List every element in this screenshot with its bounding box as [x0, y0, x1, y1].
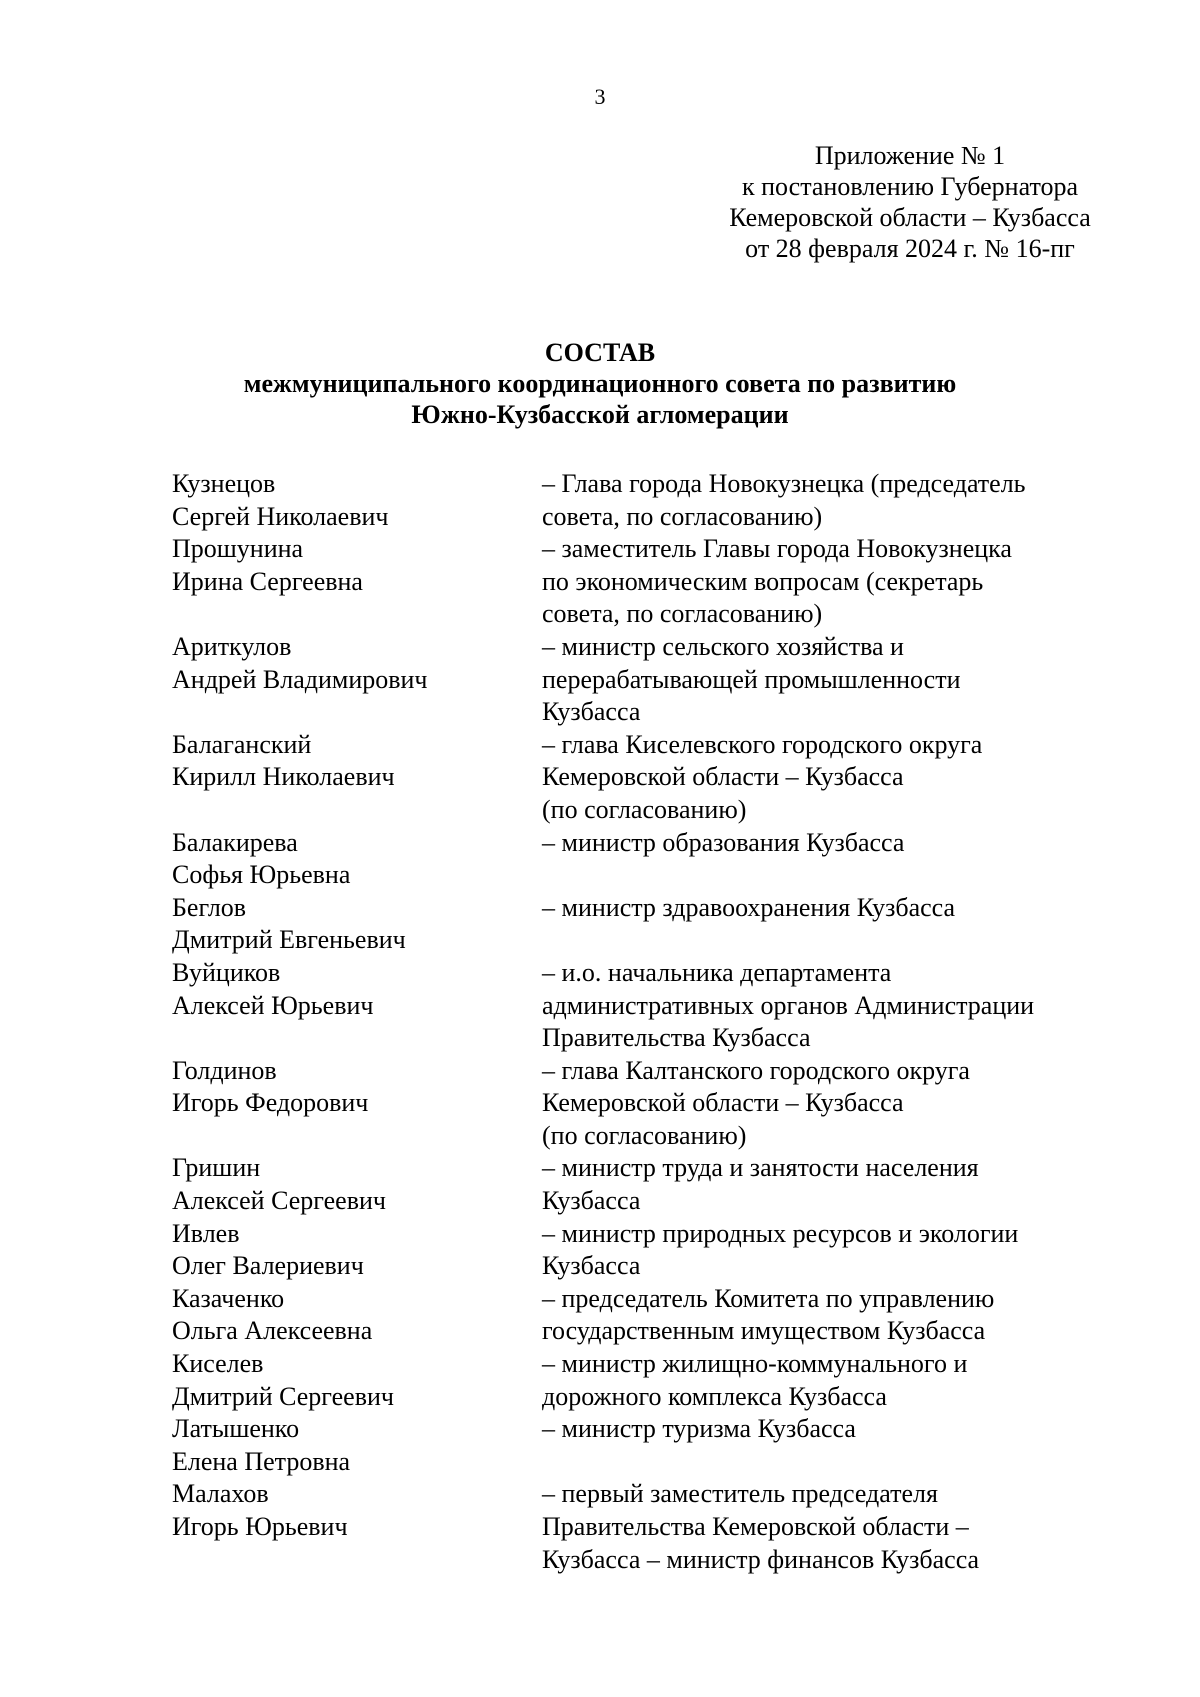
page-number: 3 [594, 84, 606, 109]
appendix-line: Приложение № 1 [814, 141, 1006, 170]
member-position [542, 468, 1092, 533]
appendix-line: к постановлению Губернатора [741, 172, 1079, 201]
member-name [172, 1152, 542, 1217]
appendix-reference [710, 140, 1110, 264]
member-position-line: Кемеровской области – Кузбасса [542, 1088, 904, 1118]
member-position-line: по экономическим вопросам (секретарь [542, 566, 984, 596]
member-position-line: административных органов Администрации [542, 990, 1035, 1020]
member-position-line: совета, по согласованию) [542, 599, 823, 629]
member-row [172, 1478, 1092, 1576]
member-name [172, 827, 542, 892]
member-position-line: – министр туризма Кузбасса [542, 1414, 856, 1444]
member-position-line: Кузбасса – министр финансов Кузбасса [542, 1544, 980, 1574]
member-row [172, 827, 1092, 892]
member-position-line: (по согласованию) [542, 794, 747, 824]
member-position [542, 729, 1092, 827]
member-position-line: – председатель Комитета по управлению [542, 1283, 995, 1313]
member-position-line: – глава Киселевского городского округа [542, 729, 983, 759]
member-row [172, 1152, 1092, 1217]
member-name [172, 957, 542, 1055]
member-given-names: Елена Петровна [172, 1446, 351, 1476]
member-surname: Ивлев [172, 1218, 240, 1248]
member-surname: Балаганский [172, 729, 312, 759]
member-position-line: – министр труда и занятости населения [542, 1153, 979, 1183]
member-surname: Казаченко [172, 1283, 285, 1313]
member-position [542, 1152, 1092, 1217]
member-row [172, 468, 1092, 533]
member-name [172, 1348, 542, 1413]
member-surname: Вуйциков [172, 957, 281, 987]
member-position-line: Кузбасса [542, 1251, 641, 1281]
member-position-line: Кемеровской области – Кузбасса [542, 762, 904, 792]
member-surname: Латышенко [172, 1414, 300, 1444]
document-title [100, 337, 1100, 430]
member-row [172, 533, 1092, 631]
member-name [172, 1218, 542, 1283]
member-row [172, 1055, 1092, 1153]
member-position-line: – глава Калтанского городского округа [542, 1055, 970, 1085]
member-name [172, 533, 542, 631]
member-given-names: Дмитрий Сергеевич [172, 1381, 394, 1411]
member-position [542, 631, 1092, 729]
member-position-line: Правительства Кузбасса [542, 1023, 811, 1053]
member-position-line: (по согласованию) [542, 1120, 747, 1150]
member-surname: Голдинов [172, 1055, 277, 1085]
member-row [172, 1283, 1092, 1348]
member-position-line: – министр здравоохранения Кузбасса [542, 892, 956, 922]
member-position-line: Кузбасса [542, 697, 641, 727]
member-position [542, 892, 1092, 957]
member-row [172, 1413, 1092, 1478]
member-surname: Прошунина [172, 534, 304, 564]
member-row [172, 1348, 1092, 1413]
member-position-line: – первый заместитель председателя [542, 1479, 938, 1509]
member-row [172, 1218, 1092, 1283]
member-row [172, 631, 1092, 729]
member-position [542, 957, 1092, 1055]
member-given-names: Олег Валериевич [172, 1251, 364, 1281]
member-position-line: Правительства Кемеровской области – [542, 1512, 969, 1541]
member-position [542, 1055, 1092, 1153]
member-name [172, 1283, 542, 1348]
member-given-names: Ольга Алексеевна [172, 1316, 373, 1346]
member-position-line: – и.о. начальника департамента [542, 957, 892, 987]
member-name [172, 892, 542, 957]
member-name [172, 1413, 542, 1478]
member-position-line: – министр жилищно-коммунального и [542, 1349, 968, 1379]
member-given-names: Дмитрий Евгеньевич [172, 925, 406, 955]
member-list [172, 468, 1092, 1576]
member-position [542, 1348, 1092, 1413]
member-position-line: – Глава города Новокузнецка (председатель [542, 469, 1026, 498]
member-position-line: – министр природных ресурсов и экологии [542, 1218, 1019, 1248]
member-surname: Гришин [172, 1153, 261, 1183]
member-name [172, 1055, 542, 1153]
title-line: Южно-Кузбасской агломерации [411, 400, 789, 429]
title-line: межмуниципального координационного совета по развитию [243, 369, 957, 398]
member-given-names: Софья Юрьевна [172, 860, 351, 890]
member-position-line: – министр сельского хозяйства и [542, 631, 904, 661]
title-heading: СОСТАВ [544, 338, 656, 367]
member-surname: Беглов [172, 892, 247, 922]
member-given-names: Алексей Сергеевич [172, 1186, 386, 1216]
member-position-line: Кузбасса [542, 1186, 641, 1216]
member-given-names: Андрей Владимирович [172, 664, 428, 694]
member-position-line: перерабатывающей промышленности [542, 664, 961, 694]
member-row [172, 957, 1092, 1055]
member-position [542, 1283, 1092, 1348]
member-given-names: Ирина Сергеевна [172, 566, 363, 596]
appendix-line: Кемеровской области – Кузбасса [729, 203, 1091, 232]
member-surname: Кузнецов [172, 469, 276, 498]
member-surname: Малахов [172, 1479, 269, 1509]
member-surname: Ариткулов [172, 631, 292, 661]
member-given-names: Игорь Юрьевич [172, 1512, 348, 1541]
member-row [172, 892, 1092, 957]
member-name [172, 468, 542, 533]
member-name [172, 631, 542, 729]
member-surname: Киселев [172, 1349, 264, 1379]
appendix-line: от 28 февраля 2024 г. № 16-пг [745, 234, 1075, 263]
member-position [542, 1413, 1092, 1478]
member-name [172, 729, 542, 827]
member-position [542, 533, 1092, 631]
member-given-names: Алексей Юрьевич [172, 990, 374, 1020]
member-position-line: совета, по согласованию) [542, 501, 823, 531]
member-given-names: Игорь Федорович [172, 1088, 369, 1118]
member-position [542, 827, 1092, 892]
member-row [172, 729, 1092, 827]
member-given-names: Сергей Николаевич [172, 501, 389, 531]
member-position [542, 1478, 1092, 1576]
member-surname: Балакирева [172, 827, 298, 857]
member-position-line: дорожного комплекса Кузбасса [542, 1381, 887, 1411]
member-given-names: Кирилл Николаевич [172, 762, 395, 792]
member-position-line: государственным имуществом Кузбасса [542, 1316, 986, 1346]
member-name [172, 1478, 542, 1576]
member-position-line: – министр образования Кузбасса [542, 827, 905, 857]
member-position [542, 1218, 1092, 1283]
member-position-line: – заместитель Главы города Новокузнецка [542, 534, 1012, 564]
